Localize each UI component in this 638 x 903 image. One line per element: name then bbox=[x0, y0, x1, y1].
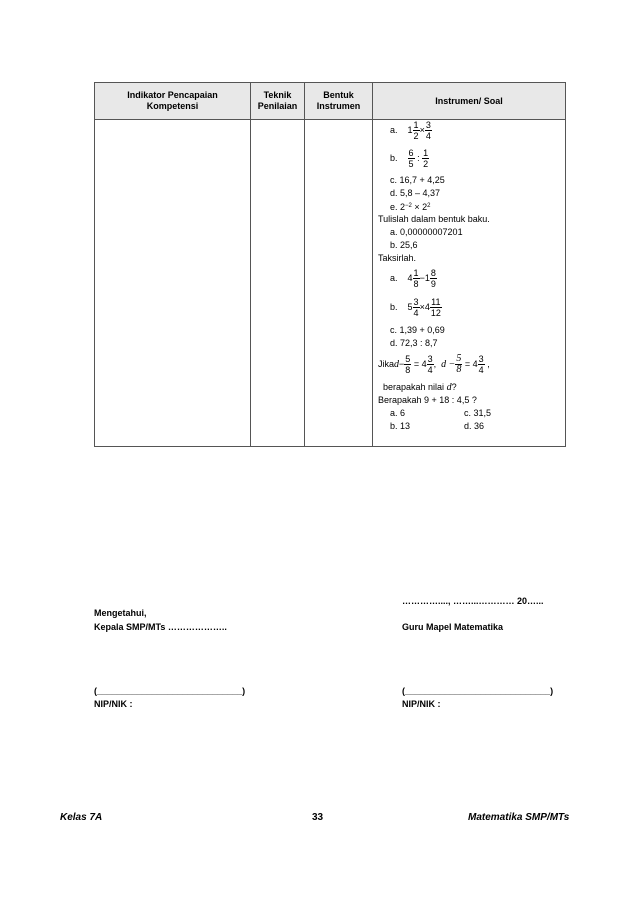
question-5-title: Berapakah 9 + 18 : 4,5 ? bbox=[378, 395, 477, 405]
variable: d bbox=[394, 358, 400, 370]
assessment-table bbox=[94, 82, 566, 447]
column-divider bbox=[250, 83, 251, 446]
left-nip-label: NIP/NIK : bbox=[94, 699, 133, 709]
numerator: 11 bbox=[431, 297, 441, 307]
base: e. 2 bbox=[390, 202, 406, 212]
header-teknik-line2: Penilaian bbox=[257, 101, 298, 111]
variable: d bbox=[441, 358, 447, 370]
fraction bbox=[408, 148, 415, 169]
operator: × bbox=[419, 124, 425, 135]
whole-number: 4 bbox=[407, 272, 413, 283]
date-line: …………...., ……...………… 20…... bbox=[402, 596, 544, 606]
mengetahui-label: Mengetahui, bbox=[94, 608, 147, 618]
fraction bbox=[430, 297, 442, 318]
fraction bbox=[427, 354, 434, 375]
denominator: 8 bbox=[456, 364, 462, 375]
numerator: 3 bbox=[413, 297, 419, 307]
exponent: 2 bbox=[427, 203, 431, 209]
question-4-text: berapakah nilai bbox=[383, 382, 445, 392]
operator: −1 bbox=[419, 272, 430, 283]
question-1b bbox=[390, 148, 429, 169]
question-1d: d. 5,8 – 4,37 bbox=[390, 188, 441, 198]
numerator: 1 bbox=[423, 148, 429, 158]
question-1c: c. 16,7 + 4,25 bbox=[390, 175, 445, 185]
question-4 bbox=[378, 354, 490, 375]
header-indikator-line1: Indikator Pencapaian bbox=[127, 90, 218, 100]
item-label: a. bbox=[390, 124, 398, 135]
item-label: a. bbox=[390, 272, 398, 283]
fraction bbox=[413, 120, 420, 141]
question-3c: c. 1,39 + 0,69 bbox=[390, 325, 445, 335]
fraction bbox=[425, 120, 432, 141]
numerator: 3 bbox=[478, 354, 484, 364]
header-teknik-line1: Teknik bbox=[263, 90, 292, 100]
numerator: 5 bbox=[405, 354, 411, 364]
exponent: −2 bbox=[405, 203, 412, 209]
fraction bbox=[455, 354, 462, 375]
denominator: 4 bbox=[427, 365, 433, 375]
comma: , bbox=[433, 358, 437, 369]
fraction bbox=[430, 268, 437, 289]
fraction bbox=[404, 354, 411, 375]
question-2-title: Tulislah dalam bentuk baku. bbox=[378, 214, 490, 224]
denominator: 5 bbox=[408, 159, 414, 169]
question-4-line2 bbox=[378, 382, 457, 393]
right-signature-blank: (_____________________________) bbox=[402, 686, 554, 696]
question-2b: b. 25,6 bbox=[390, 240, 418, 250]
operator: − bbox=[448, 358, 456, 370]
item-label: b. bbox=[390, 152, 398, 163]
header-indikator-line2: Kompetensi bbox=[146, 101, 199, 111]
question-mark: ? bbox=[451, 382, 457, 392]
header-indikator bbox=[95, 83, 250, 119]
question-5c: c. 31,5 bbox=[464, 408, 492, 418]
numerator: 1 bbox=[413, 120, 419, 130]
header-instrumen bbox=[373, 83, 565, 119]
operator: × 2 bbox=[411, 202, 428, 212]
comma: , bbox=[487, 358, 490, 369]
header-bentuk-line2: Instrumen bbox=[316, 101, 361, 111]
question-3b bbox=[390, 297, 442, 318]
numerator: 6 bbox=[408, 148, 414, 158]
kepala-sekolah-label: Kepala SMP/MTs ……………….. bbox=[94, 622, 227, 632]
denominator: 2 bbox=[423, 159, 429, 169]
numerator: 3 bbox=[427, 354, 433, 364]
right-nip-label: NIP/NIK : bbox=[402, 699, 441, 709]
guru-mapel-label: Guru Mapel Matematika bbox=[402, 622, 504, 632]
question-3a bbox=[390, 268, 437, 289]
whole-number: 5 bbox=[407, 301, 413, 312]
denominator: 4 bbox=[413, 308, 419, 318]
denominator: 8 bbox=[413, 279, 419, 289]
header-teknik bbox=[251, 83, 304, 119]
numerator: 5 bbox=[456, 353, 462, 364]
denominator: 4 bbox=[425, 131, 431, 141]
operator: : bbox=[417, 152, 420, 163]
denominator: 4 bbox=[478, 365, 484, 375]
question-1e bbox=[390, 201, 430, 213]
whole-number: 1 bbox=[407, 124, 413, 135]
denominator: 9 bbox=[430, 279, 436, 289]
question-3-title: Taksirlah. bbox=[378, 253, 417, 263]
item-label: b. bbox=[390, 301, 398, 312]
column-divider bbox=[372, 83, 373, 446]
fraction bbox=[413, 268, 420, 289]
denominator: 12 bbox=[430, 308, 441, 318]
equals: = 4 bbox=[464, 358, 478, 369]
header-bentuk bbox=[305, 83, 372, 119]
column-divider bbox=[304, 83, 305, 446]
operator: − bbox=[399, 358, 405, 369]
footer-subject: Matematika SMP/MTs bbox=[468, 812, 570, 823]
equals: = 4 bbox=[413, 358, 427, 369]
numerator: 8 bbox=[430, 268, 436, 278]
denominator: 8 bbox=[405, 365, 411, 375]
question-5a: a. 6 bbox=[390, 408, 406, 418]
header-bentuk-line1: Bentuk bbox=[323, 90, 354, 100]
fraction bbox=[478, 354, 485, 375]
page-number: 33 bbox=[312, 812, 324, 823]
footer-class: Kelas 7A bbox=[60, 812, 103, 823]
fraction bbox=[422, 148, 429, 169]
operator: ×4 bbox=[419, 301, 430, 312]
question-1a bbox=[390, 120, 432, 141]
fraction bbox=[413, 297, 420, 318]
variable: d bbox=[446, 382, 452, 393]
question-3d: d. 72,3 : 8,7 bbox=[390, 338, 438, 348]
numerator: 1 bbox=[413, 268, 419, 278]
question-2a: a. 0,00000007201 bbox=[390, 227, 463, 237]
left-signature-blank: (_____________________________) bbox=[94, 686, 246, 696]
numerator: 3 bbox=[425, 120, 431, 130]
header-instrumen-label: Instrumen/ Soal bbox=[435, 95, 503, 106]
question-5b: b. 13 bbox=[390, 421, 411, 431]
jika-label: Jika bbox=[378, 358, 395, 369]
denominator: 2 bbox=[413, 131, 419, 141]
question-5d: d. 36 bbox=[464, 421, 485, 431]
